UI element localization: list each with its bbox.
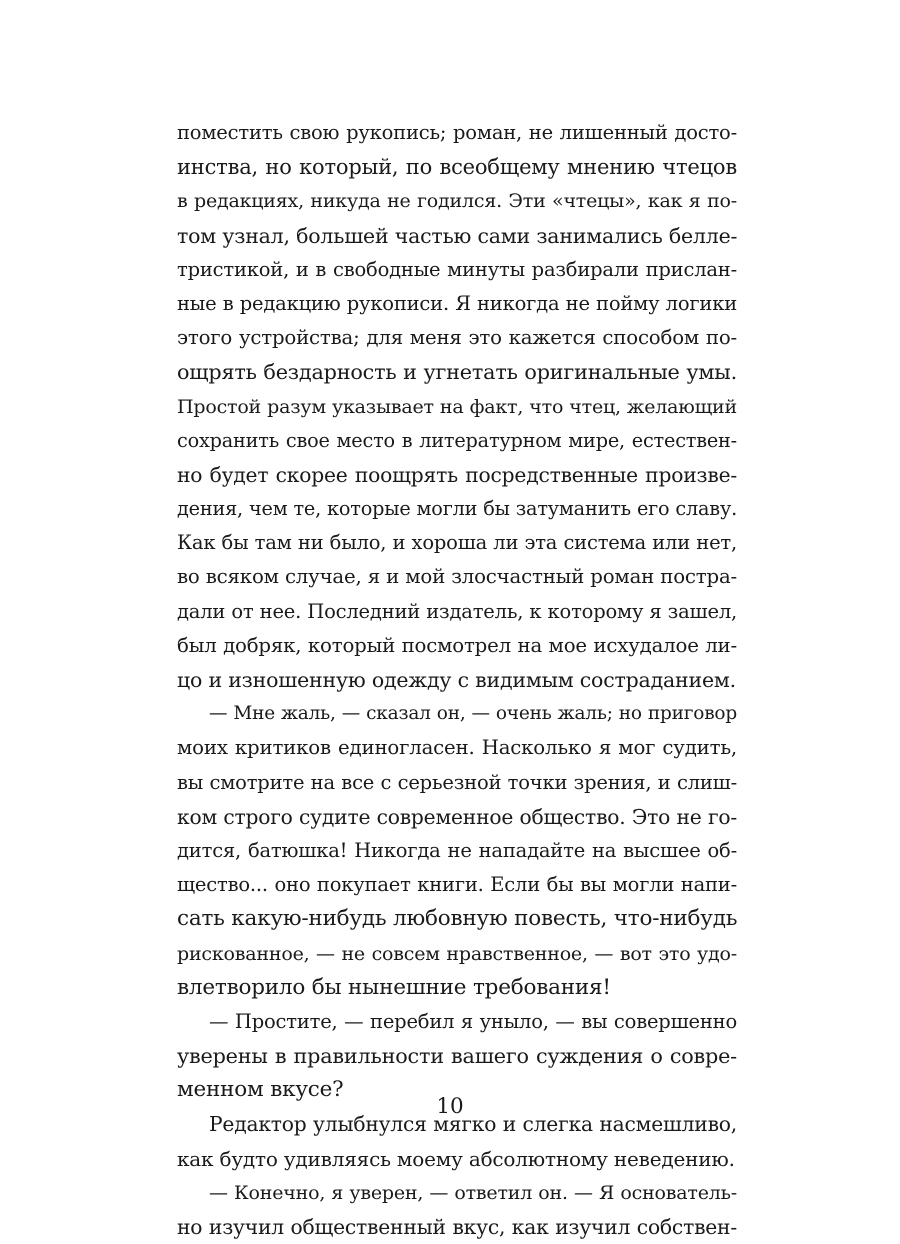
text-line: — Мне жаль, — сказал он, — очень жаль; но приговор	[209, 703, 737, 725]
text-line: — Конечно, я уверен, — ответил он. — Я основатель-	[209, 1181, 737, 1204]
text-line: — Простите, — перебил я уныло, — вы совершенно	[209, 1009, 737, 1033]
text-line: в редакциях, никуда не годился. Эти «чтецы», как я по-	[177, 190, 737, 213]
text-line: рискованное, — не совсем нравственное, — вот это удо-	[177, 942, 737, 965]
body-text	[177, 116, 737, 1244]
text-line: дали от нее. Последний издатель, к которому я зашел,	[177, 599, 737, 623]
text-line: щество... оно покупает книги. Если бы вы могли напи-	[177, 873, 737, 897]
text-line: Простой разум указывает на факт, что чтец, желающий	[177, 395, 737, 418]
text-line: менном вкусе?	[177, 1077, 344, 1103]
text-line: моих критиков единогласен. Насколько я мог судить,	[177, 736, 737, 760]
text-line: поместить свою рукопись; роман, не лишенный досто-	[177, 121, 737, 144]
text-line: ком строго судите современное общество. Это не го-	[177, 804, 737, 829]
text-line: Как бы там ни было, и хороша ли эта система или нет,	[177, 531, 737, 555]
text-line: дения, чем те, которые могли бы затуманить его славу.	[177, 497, 737, 521]
text-line: дится, батюшка! Никогда не нападайте на высшее об-	[177, 838, 737, 862]
text-line: том узнал, большей частью сами занимались белле-	[177, 223, 738, 248]
text-line: вы смотрите на все с серьезной точки зрения, и слиш-	[177, 770, 737, 794]
text-line: тристикой, и в свободные минуты разбирали прислан-	[177, 257, 737, 281]
text-line: влетворило бы нынешние требования!	[177, 974, 611, 1000]
text-line: цо и изношенную одежду с видимым состраданием.	[177, 668, 736, 692]
text-line: инства, но который, по всеобщему мнению чтецов	[177, 155, 737, 180]
text-line: Редактор улыбнулся мягко и слегка насмешливо,	[209, 1112, 737, 1137]
text-line: сохранить свое место в литературном мире, естествен-	[177, 428, 737, 452]
text-line: во всяком случае, я и мой злосчастный роман постра-	[177, 565, 737, 589]
text-line: этого устройства; для меня это кажется способом по-	[177, 326, 737, 350]
text-line: но будет скорее поощрять посредственные произве-	[177, 462, 737, 487]
text-line: ощрять бездарность и угнетать оригинальные умы.	[177, 360, 737, 385]
text-line: как будто удивляясь моему абсолютному неведению.	[177, 1146, 735, 1171]
text-line: уверены в правильности вашего суждения о совре-	[177, 1044, 737, 1069]
text-line: ные в редакцию рукописи. Я никогда не пойму логики	[177, 291, 737, 315]
text-line: сать какую-нибудь любовную повесть, что-нибудь	[177, 906, 738, 932]
page-number: 10	[436, 1094, 464, 1119]
text-line: был добряк, который посмотрел на мое исхудалое ли-	[177, 633, 737, 657]
text-line: но изучил общественный вкус, как изучил собствен-	[177, 1215, 737, 1239]
